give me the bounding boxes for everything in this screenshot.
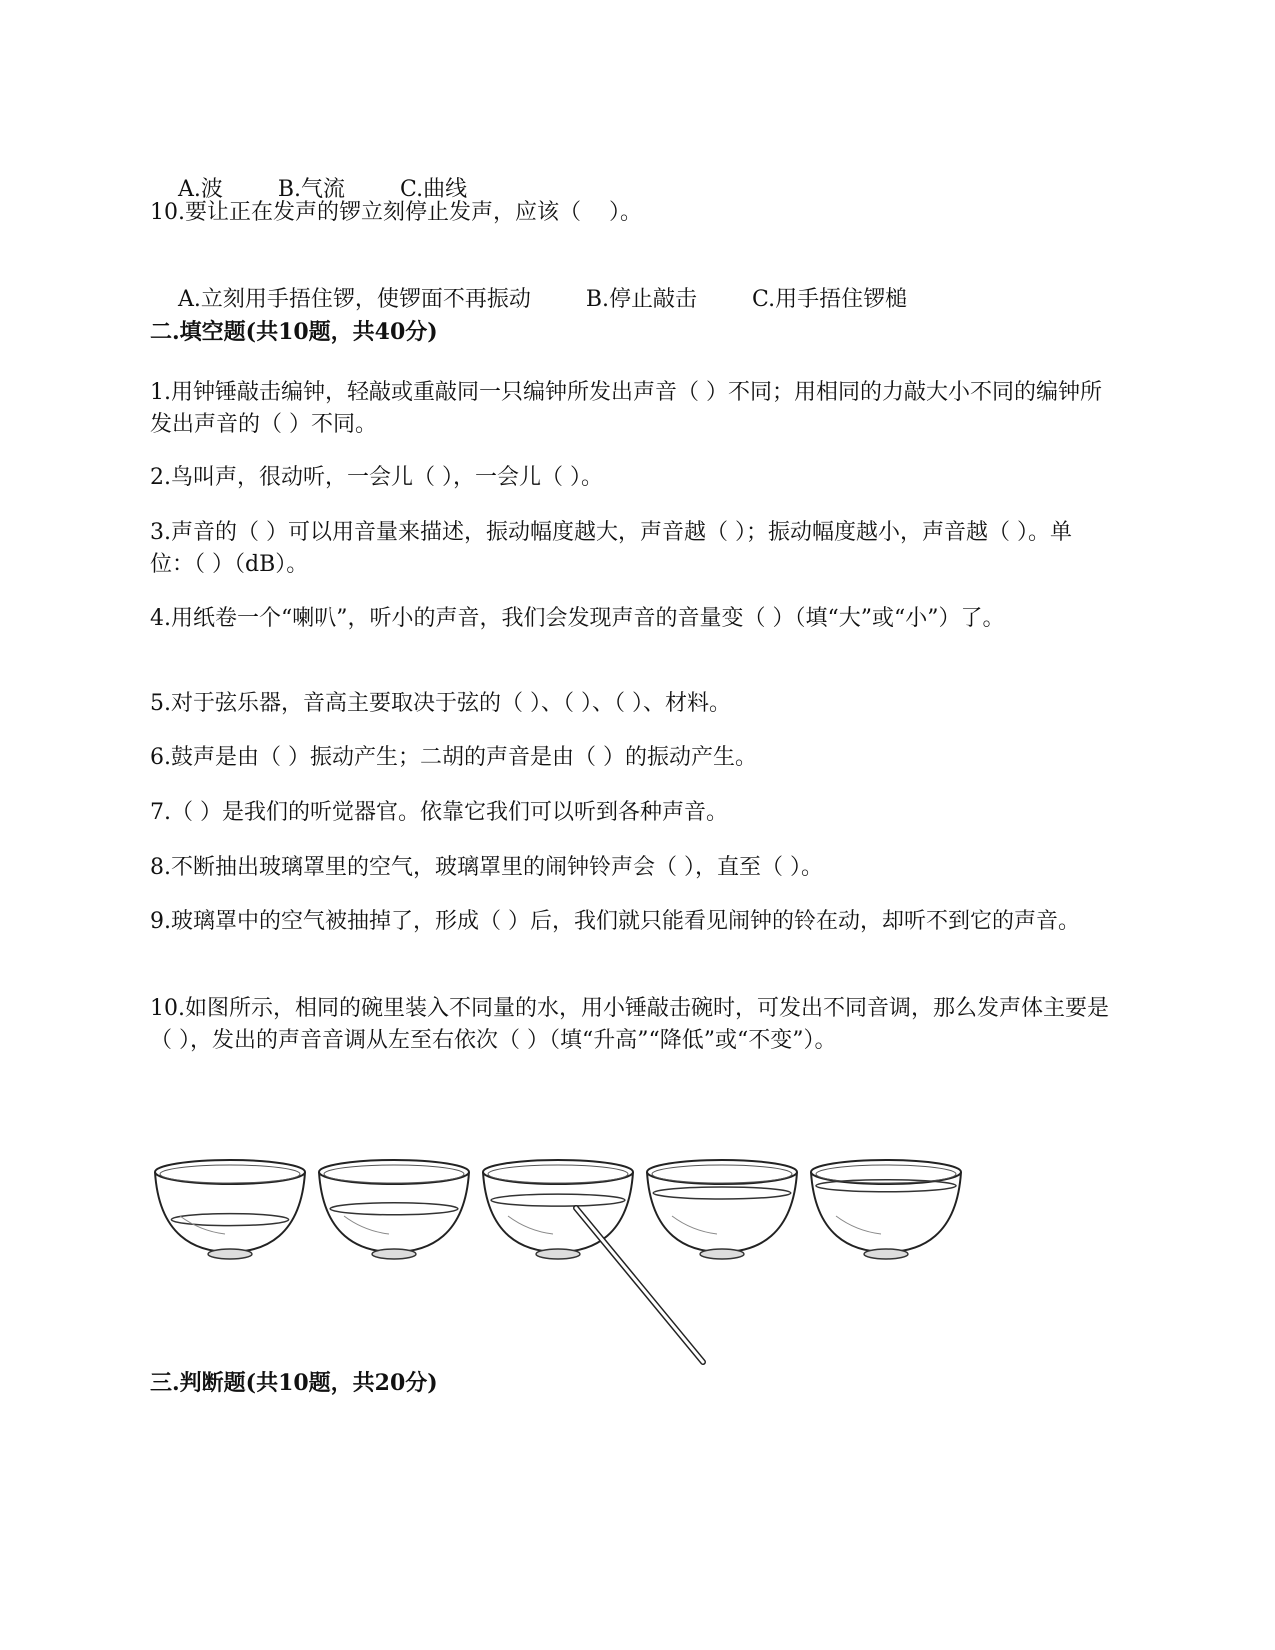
bowl-inner-rim [488, 1165, 628, 1183]
bowl-foot [372, 1249, 416, 1259]
bowl [483, 1160, 633, 1259]
fill-question-9: 9.玻璃罩中的空气被抽掉了，形成（ ）后，我们就只能看见闹钟的铃在动，却听不到它的声音。 [150, 909, 1080, 934]
fill-question-8: 8.不断抽出玻璃罩里的空气，玻璃罩里的闹钟铃声会（ ），直至（ ）。 [150, 855, 823, 880]
bowl-inner-rim [160, 1165, 300, 1183]
bowl-foot [864, 1249, 908, 1259]
bowl-shading [672, 1216, 717, 1234]
water-surface [816, 1180, 956, 1192]
bowl-foot [208, 1249, 252, 1259]
bowl [647, 1160, 797, 1259]
fill-question-2: 2.鸟叫声，很动听，一会儿（ ），一会儿（ ）。 [150, 465, 603, 490]
option-b: B.气流 [277, 177, 346, 202]
bowl-shading [344, 1216, 389, 1234]
section3-heading: 三.判断题(共10题，共20分) [150, 1370, 438, 1396]
option-c: C.用手捂住锣槌 [752, 287, 908, 312]
water-surface [171, 1214, 288, 1226]
option-a: A.波 [177, 177, 223, 202]
bowl-foot [536, 1249, 580, 1259]
fill-question-5: 5.对于弦乐器，音高主要取决于弦的（ ）、（ ）、（ ）、材料。 [150, 691, 731, 716]
option-a: A.立刻用手捂住锣，使锣面不再振动 [177, 287, 531, 312]
water-surface [491, 1194, 625, 1206]
q10-text: 10.要让正在发声的锣立刻停止发声，应该（ ）。 [150, 200, 642, 225]
fill-question-6: 6.鼓声是由（ ）振动产生；二胡的声音是由（ ）的振动产生。 [150, 745, 757, 770]
bowl [811, 1160, 961, 1259]
option-c: C.曲线 [400, 177, 468, 202]
striking-stick-highlight [576, 1208, 703, 1362]
bowl [155, 1160, 305, 1259]
water-surface [653, 1187, 791, 1199]
fill-question-10: 10.如图所示，相同的碗里装入不同量的水，用小锤敲击碗时，可发出不同音调，那么发声体主要是（ ），发出的声音音调从左至右依次（ ）（填“升高”“降低”或“不变”）。 [150, 996, 1109, 1053]
fill-question-3: 3.声音的（ ）可以用音量来描述，振动幅度越大，声音越（ ）；振动幅度越小，声音越（ ）。单位：（ ）（dB）。 [150, 520, 1072, 577]
water-surface [330, 1203, 458, 1215]
bowl-inner-rim [324, 1165, 464, 1183]
bowl-foot [700, 1249, 744, 1259]
bowl-inner-rim [652, 1165, 792, 1183]
fill-question-7: 7.（ ）是我们的听觉器官。依靠它我们可以听到各种声音。 [150, 800, 728, 825]
fill-question-4: 4.用纸卷一个“喇叭”，听小的声音，我们会发现声音的音量变（ ）（填“大”或“小”）了。 [150, 606, 1005, 631]
bowl-shading [836, 1216, 881, 1234]
bowl [319, 1160, 469, 1259]
section2-heading: 二.填空题(共10题，共40分) [150, 319, 438, 345]
option-b: B.停止敲击 [585, 287, 698, 312]
bowls-figure [150, 1150, 1010, 1380]
bowl-shading [508, 1216, 553, 1234]
fill-question-1: 1.用钟锤敲击编钟，轻敲或重敲同一只编钟所发出声音（ ）不同；用相同的力敲大小不同的编钟所发出声音的（ ）不同。 [150, 380, 1102, 437]
